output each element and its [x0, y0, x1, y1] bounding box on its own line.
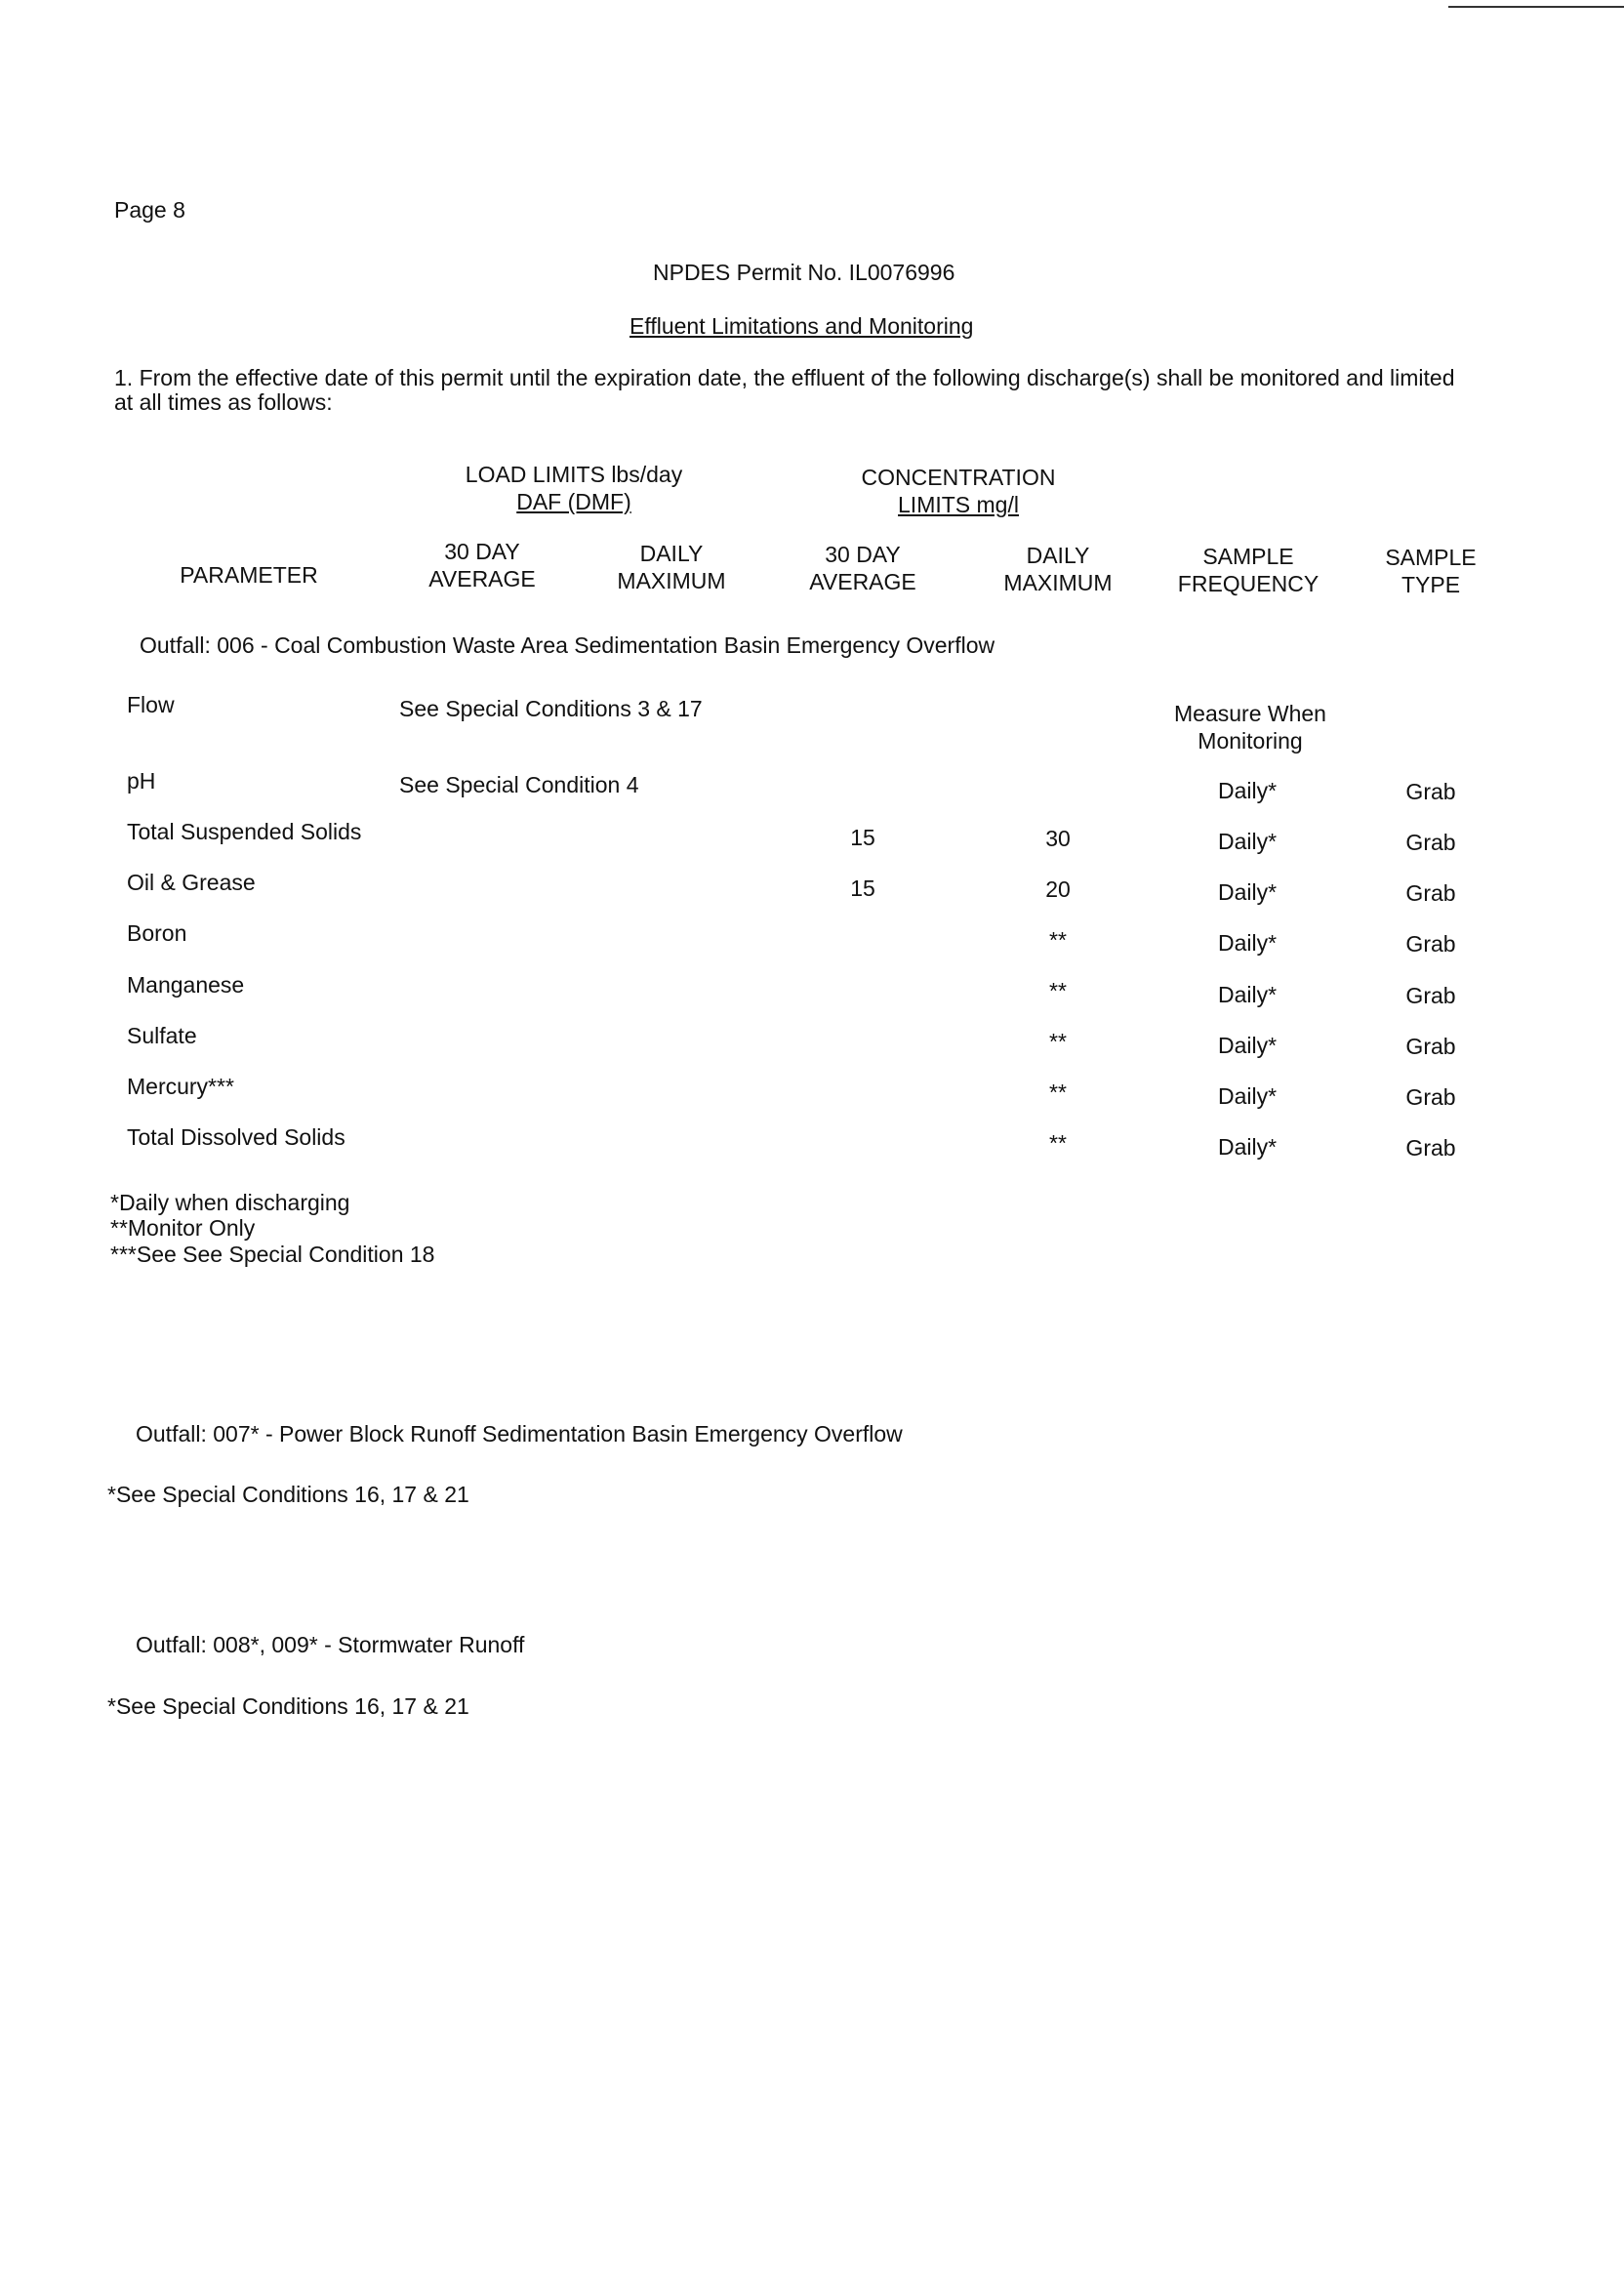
parameter-cell: Sulfate [127, 1023, 197, 1048]
outfall-008-note: *See Special Conditions 16, 17 & 21 [107, 1693, 469, 1719]
col-sample-type: SAMPLE TYPE [1385, 545, 1477, 597]
parameter-cell: pH [127, 768, 156, 794]
page-number: Page 8 [114, 197, 185, 223]
parameter-cell: Flow [127, 692, 175, 717]
col-sample-frequency: SAMPLE FREQUENCY [1177, 544, 1320, 596]
concentration-header: CONCENTRATION LIMITS mg/l [861, 465, 1056, 517]
parameter-cell: Boron [127, 920, 187, 946]
footnote-1: *Daily when discharging [110, 1190, 350, 1215]
outfall-008-title: Outfall: 008*, 009* - Stormwater Runoff [136, 1632, 525, 1657]
frequency-cell: Daily* [1217, 930, 1278, 956]
note-cell: See Special Conditions 3 & 17 [399, 696, 703, 721]
conc-daily-cell: ** [1049, 1130, 1067, 1156]
frequency-cell: Daily* [1217, 829, 1278, 854]
type-cell: Grab [1405, 983, 1456, 1008]
intro-line-2: at all times as follows: [114, 389, 333, 415]
frequency-cell: Daily* [1217, 778, 1278, 803]
conc-daily-cell: 20 [1045, 876, 1071, 902]
conc-30day-cell: 15 [850, 876, 875, 901]
type-cell: Grab [1405, 830, 1456, 855]
type-cell: Grab [1405, 880, 1456, 906]
footnote-3: ***See See Special Condition 18 [110, 1242, 435, 1267]
col-conc-daily: DAILY MAXIMUM [1003, 543, 1113, 595]
outfall-006-title: Outfall: 006 - Coal Combustion Waste Area Sedimentation Basin Emergency Overflow [140, 632, 995, 658]
type-cell: Grab [1405, 1084, 1456, 1110]
conc-daily-cell: ** [1049, 978, 1067, 1003]
type-cell: Grab [1405, 779, 1456, 804]
conc-30day-cell: 15 [850, 825, 875, 850]
type-cell: Grab [1405, 931, 1456, 957]
conc-daily-cell: 30 [1045, 826, 1071, 851]
col-parameter: PARAMETER [180, 562, 318, 588]
section-title: Effluent Limitations and Monitoring [629, 313, 974, 339]
frequency-cell: Daily* [1217, 1083, 1278, 1109]
intro-line-1: 1. From the effective date of this permit until the expiration date, the effluent of the following discharge(s) shall be monitored and limited [114, 365, 1455, 390]
frequency-cell: Measure When Monitoring [1174, 701, 1326, 754]
outfall-007-note: *See Special Conditions 16, 17 & 21 [107, 1482, 469, 1507]
conc-daily-cell: ** [1049, 1080, 1067, 1105]
conc-daily-cell: ** [1049, 927, 1067, 953]
frequency-cell: Daily* [1217, 879, 1278, 905]
col-load-daily: DAILY MAXIMUM [617, 541, 726, 593]
permit-title: NPDES Permit No. IL0076996 [653, 260, 955, 285]
frequency-cell: Daily* [1217, 1134, 1278, 1160]
parameter-cell: Total Suspended Solids [127, 819, 362, 844]
outfall-007-title: Outfall: 007* - Power Block Runoff Sedimentation Basin Emergency Overflow [136, 1421, 903, 1447]
frequency-cell: Daily* [1217, 982, 1278, 1007]
note-cell: See Special Condition 4 [399, 772, 639, 797]
footnote-2: **Monitor Only [110, 1215, 256, 1241]
frequency-cell: Daily* [1217, 1033, 1278, 1058]
load-limits-header: LOAD LIMITS lbs/day DAF (DMF) [465, 462, 683, 514]
col-load-30day: 30 DAY AVERAGE [428, 539, 536, 591]
type-cell: Grab [1405, 1135, 1456, 1161]
parameter-cell: Oil & Grease [127, 870, 256, 895]
col-conc-30day: 30 DAY AVERAGE [809, 542, 916, 594]
parameter-cell: Total Dissolved Solids [127, 1124, 345, 1150]
type-cell: Grab [1405, 1034, 1456, 1059]
conc-daily-cell: ** [1049, 1029, 1067, 1054]
corner-rule [1448, 6, 1624, 8]
parameter-cell: Manganese [127, 972, 245, 998]
parameter-cell: Mercury*** [127, 1074, 234, 1099]
